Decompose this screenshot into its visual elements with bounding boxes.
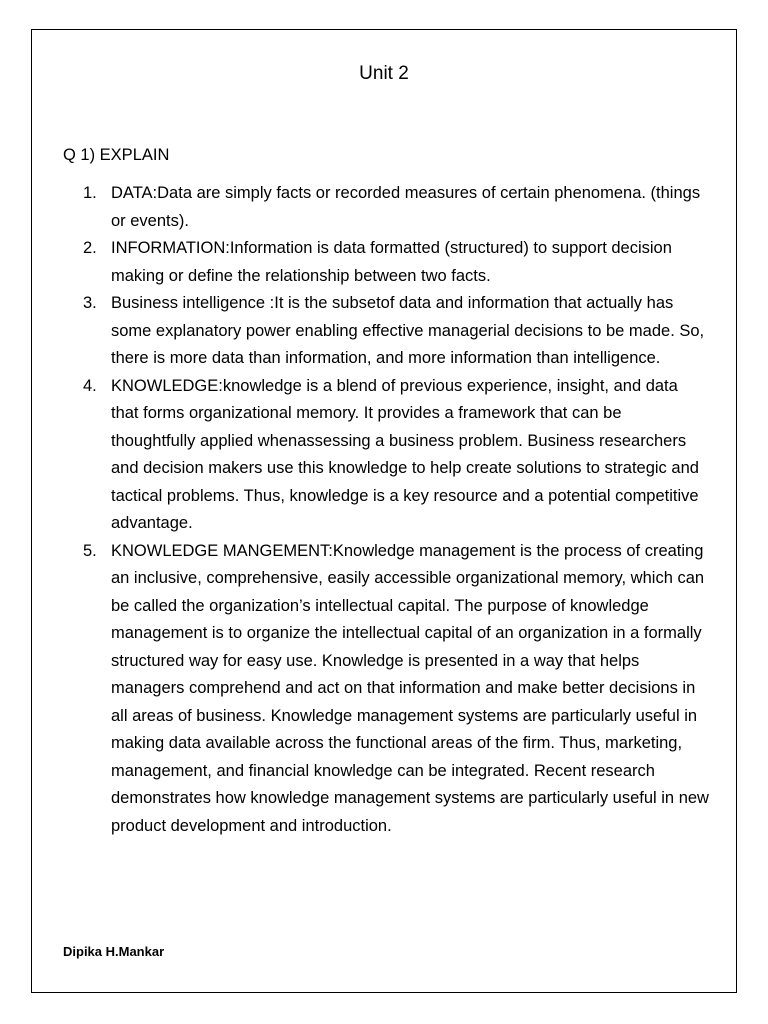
- list-item-text: INFORMATION:Information is data formatted (structured) to support decision making or define the relationship between two facts.: [111, 239, 672, 285]
- author-name: Dipika H.Mankar: [63, 944, 165, 959]
- list-item-business-intelligence: [83, 290, 709, 373]
- list-item-number: 1.: [83, 184, 97, 202]
- list-item-knowledge: [83, 373, 709, 538]
- list-item-number: 4.: [83, 376, 97, 395]
- list-item-number: 3.: [83, 294, 97, 312]
- list-item-information: [83, 235, 709, 290]
- list-item-number: 5.: [83, 541, 97, 560]
- definitions-list: [83, 180, 709, 840]
- list-item-data: [83, 180, 709, 235]
- list-item-text: KNOWLEDGE:knowledge is a blend of previous experience, insight, and data that forms organizational memory. It provides a framework that can be thoughtfully applied whenassessing a business problem. Business researchers and decision makers use this knowledge to help create solutions to strategic and tactical problems. Thus, knowledge is a key resource and a potential competitive advantage.: [111, 376, 699, 532]
- page-title: Unit 2: [359, 63, 409, 84]
- list-item-text: Business intelligence :It is the subsetof data and information that actually has some explanatory power enabling effective managerial decisions to be made. So, there is more data than information, and more information than intelligence.: [111, 294, 705, 367]
- list-item-number: 2.: [83, 239, 97, 257]
- list-item-text: DATA:Data are simply facts or recorded measures of certain phenomena. (things or events).: [111, 184, 701, 230]
- list-item-knowledge-management: [83, 538, 709, 841]
- list-item-text: KNOWLEDGE MANGEMENT:Knowledge management is the process of creating an inclusive, comprehensive, easily accessible organizational memory, which can be called the organization’s intellectual capital. The purpose of knowledge management is to organize the intellectual capital of an organization in a formally structured way for easy use. Knowledge is presented in a way that helps managers comprehend and act on that information and make better decisions in all areas of business. Knowledge management systems are particularly useful in making data available across the functional areas of the firm. Thus, marketing, management, and financial knowledge can be integrated. Recent research demonstrates how knowledge management systems are particularly useful in new product development and introduction.: [111, 541, 709, 835]
- question-heading: Q 1) EXPLAIN: [63, 146, 170, 164]
